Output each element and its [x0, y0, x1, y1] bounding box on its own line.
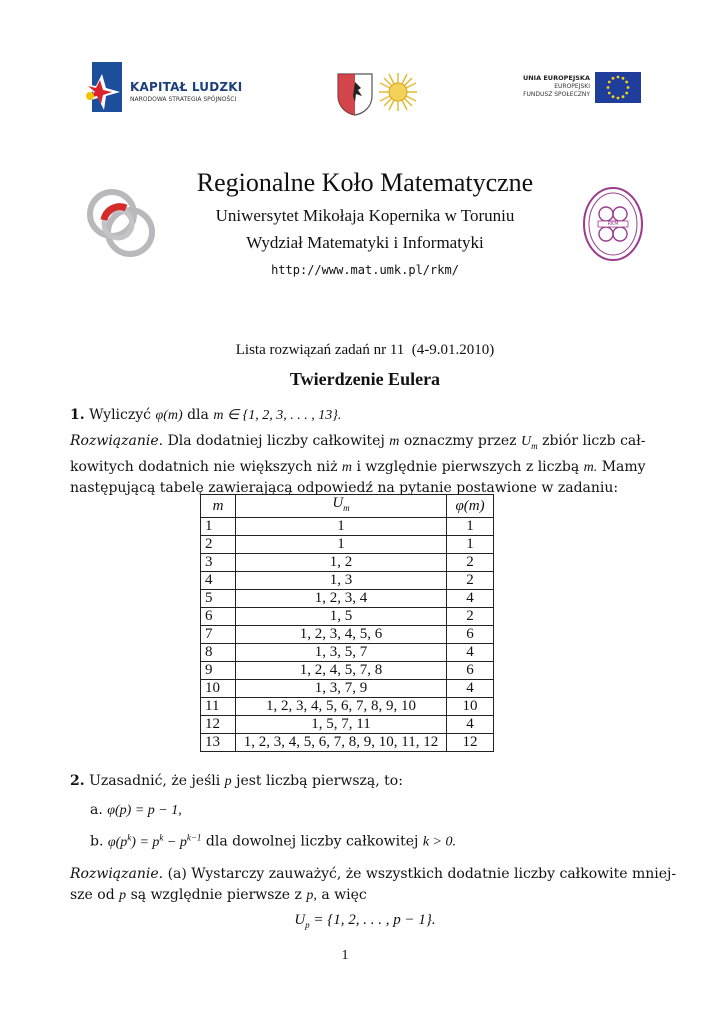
eu-line-1: UNIA EUROPEJSKA — [522, 74, 590, 82]
sol1-line2-a: kowitych dodatnich nie większych niż — [70, 458, 338, 475]
table-row — [201, 518, 494, 536]
cell-m: 1 — [201, 518, 236, 536]
page-number: 1 — [341, 948, 349, 963]
coat-of-arms-icon — [336, 72, 374, 116]
cell-um: 1, 2, 3, 4, 5, 6 — [236, 626, 447, 644]
page-title: Regionalne Koło Matematyczne — [196, 168, 534, 197]
table-header-row — [201, 495, 494, 518]
cell-um: 1, 2, 3, 4, 5, 6, 7, 8, 9, 10, 11, 12 — [236, 734, 447, 752]
problem-2-text-b: jest liczbą pierwszą, to: — [236, 773, 403, 789]
sol2-line2-p2: p, — [306, 888, 317, 903]
voivodeship-coat-of-arms — [336, 72, 374, 116]
problem-1-solution — [70, 431, 654, 499]
kl-subtitle: NARODOWA STRATEGIA SPÓJNOŚCI — [130, 96, 237, 103]
totient-table — [200, 494, 494, 752]
sol1-line2-c: Mamy — [601, 458, 646, 475]
cell-m: 11 — [201, 698, 236, 716]
rings-logo-icon — [82, 184, 160, 262]
sol1-m: m — [389, 434, 400, 449]
sun-emblem — [378, 72, 418, 112]
problem-2-number: 2. — [70, 773, 85, 789]
eu-label — [496, 74, 590, 99]
cell-phi: 2 — [447, 554, 494, 572]
eu-flag — [595, 72, 641, 103]
problem-1-text-a: Wyliczyć — [89, 407, 151, 423]
problem-1-text-b: dla — [187, 407, 209, 423]
list-header — [160, 342, 570, 359]
sun-emblem-icon — [378, 72, 418, 112]
topic-title: Twierdzenie Eulera — [289, 369, 441, 389]
sol1-line2-m2: m. — [583, 459, 598, 475]
cell-phi: 4 — [447, 590, 494, 608]
eu-line-3: FUNDUSZ SPOŁECZNY — [523, 91, 590, 98]
table-row — [201, 572, 494, 590]
problem-2-solution — [70, 864, 677, 906]
sol1-text-c: zbiór liczb cał- — [542, 433, 646, 449]
kl-title: KAPITAŁ LUDZKI — [130, 80, 243, 94]
cell-phi: 4 — [447, 644, 494, 662]
problem-2-statement — [70, 771, 650, 792]
university-name: Uniwersytet Mikołaja Kopernika w Toruniu — [215, 206, 515, 225]
cell-phi: 12 — [447, 734, 494, 752]
problem-2-text-a: Uzasadnić, że jeśli — [89, 773, 221, 789]
table-row — [201, 608, 494, 626]
cell-phi: 4 — [447, 680, 494, 698]
header-phi: φ(m) — [447, 495, 494, 518]
solution-label: Rozwiązanie. — [70, 433, 164, 449]
item-a-formula: φ(p) = p − 1, — [107, 803, 182, 818]
rings-logo — [82, 184, 160, 262]
cell-phi: 2 — [447, 608, 494, 626]
cell-um: 1, 5 — [236, 608, 447, 626]
list-title: Lista rozwiązań zadań nr 11 — [235, 342, 405, 358]
problem-1-number: 1. — [70, 407, 85, 423]
header-U: U — [332, 495, 344, 511]
sol1-U: U — [521, 434, 532, 449]
kapital-ludzki-emblem-icon — [82, 62, 126, 112]
sol1-U-sub: m — [531, 440, 538, 451]
header-U-sub: m — [343, 503, 350, 513]
cell-um: 1 — [236, 518, 447, 536]
cell-m: 6 — [201, 608, 236, 626]
table-row — [201, 626, 494, 644]
cell-um: 1, 5, 7, 11 — [236, 716, 447, 734]
table-row — [201, 662, 494, 680]
table-row — [201, 716, 494, 734]
sol2-line2-p: p — [119, 888, 127, 903]
problem-1-phi: φ(m) — [155, 408, 183, 423]
cell-m: 9 — [201, 662, 236, 680]
website-url[interactable]: http://www.mat.umk.pl/rkm/ — [271, 263, 459, 277]
item-b-f3: − p — [163, 834, 187, 850]
cell-um: 1, 3, 7, 9 — [236, 680, 447, 698]
cell-um: 1, 2, 3, 4 — [236, 590, 447, 608]
cell-m: 5 — [201, 590, 236, 608]
rkm-seal — [582, 186, 644, 262]
sol1-text-b: oznaczmy przez — [403, 433, 517, 449]
list-dates: (4-9.01.2010) — [411, 342, 495, 358]
eq-U: U — [294, 912, 306, 928]
cell-phi: 2 — [447, 572, 494, 590]
cell-um: 1, 3 — [236, 572, 447, 590]
table-row — [201, 536, 494, 554]
cell-m: 13 — [201, 734, 236, 752]
cell-m: 12 — [201, 716, 236, 734]
sol2-line2-b: są względnie pierwsze z — [130, 887, 302, 903]
cell-m: 10 — [201, 680, 236, 698]
item-b-k: k — [127, 832, 132, 842]
equation-up — [160, 912, 570, 930]
seal-text: RKM — [607, 221, 619, 227]
table-row — [201, 590, 494, 608]
cell-um: 1 — [236, 536, 447, 554]
problem-2-item-a — [90, 800, 182, 821]
item-b-cond: k > 0. — [422, 834, 456, 850]
problem-2-item-b — [90, 827, 456, 853]
table-row — [201, 554, 494, 572]
cell-phi: 1 — [447, 536, 494, 554]
cell-phi: 6 — [447, 662, 494, 680]
cell-m: 3 — [201, 554, 236, 572]
sol2-line2-c: a więc — [321, 887, 367, 903]
table-row — [201, 698, 494, 716]
sol1-line2-m: m — [341, 459, 353, 475]
cell-um: 1, 3, 5, 7 — [236, 644, 447, 662]
kapital-ludzki-logo — [82, 62, 252, 112]
problem-1-statement — [70, 405, 650, 426]
item-b-k2: k — [159, 832, 164, 842]
eu-flag-icon — [595, 72, 641, 103]
cell-um: 1, 2, 3, 4, 5, 6, 7, 8, 9, 10 — [236, 698, 447, 716]
table-row — [201, 734, 494, 752]
cell-phi: 1 — [447, 518, 494, 536]
sol1-Um — [521, 434, 538, 449]
table-row — [201, 680, 494, 698]
sol2-line2-a: sze od — [70, 887, 115, 903]
item-b-k1: k−1 — [186, 832, 202, 842]
totient-table-wrap — [200, 494, 494, 752]
eu-line-2: EUROPEJSKI — [554, 83, 590, 90]
cell-um: 1, 2 — [236, 554, 447, 572]
table-body — [201, 518, 494, 752]
cell-um: 1, 2, 4, 5, 7, 8 — [236, 662, 447, 680]
item-a-label: a. — [90, 802, 103, 818]
item-b-formula — [107, 832, 202, 850]
sol1-text-a: Dla dodatniej liczby całkowitej — [167, 433, 385, 449]
problem-2-p: p — [224, 774, 232, 789]
header-um — [236, 495, 447, 518]
cell-m: 2 — [201, 536, 236, 554]
item-b-text: dla dowolnej liczby całkowitej — [205, 833, 419, 850]
cell-m: 8 — [201, 644, 236, 662]
eq-rest: = {1, 2, . . . , p − 1}. — [309, 912, 436, 928]
item-b-f2: ) = p — [131, 834, 160, 850]
faculty-name: Wydział Matematyki i Informatyki — [246, 233, 484, 252]
item-b-f1: φ(p — [107, 834, 128, 850]
cell-phi: 4 — [447, 716, 494, 734]
sol1-line3: następującą tabelę zawierającą odpowiedź na pytanie postawione w zadaniu: — [70, 479, 619, 496]
sol1-line2-b: i względnie pierwszych z liczbą — [356, 458, 580, 475]
item-b-label: b. — [90, 833, 104, 850]
cell-m: 7 — [201, 626, 236, 644]
cell-phi: 10 — [447, 698, 494, 716]
problem-1-set: m ∈ {1, 2, 3, . . . , 13}. — [213, 408, 342, 423]
table-row — [201, 644, 494, 662]
sol2-text-a: (a) Wystarczy zauważyć, że wszystkich dodatnie liczby całkowite mniej- — [167, 866, 677, 882]
eq-U-sub: p — [305, 920, 310, 930]
cell-phi: 6 — [447, 626, 494, 644]
cell-m: 4 — [201, 572, 236, 590]
header-m: m — [201, 495, 236, 518]
solution-2-label: Rozwiązanie. — [70, 866, 164, 882]
